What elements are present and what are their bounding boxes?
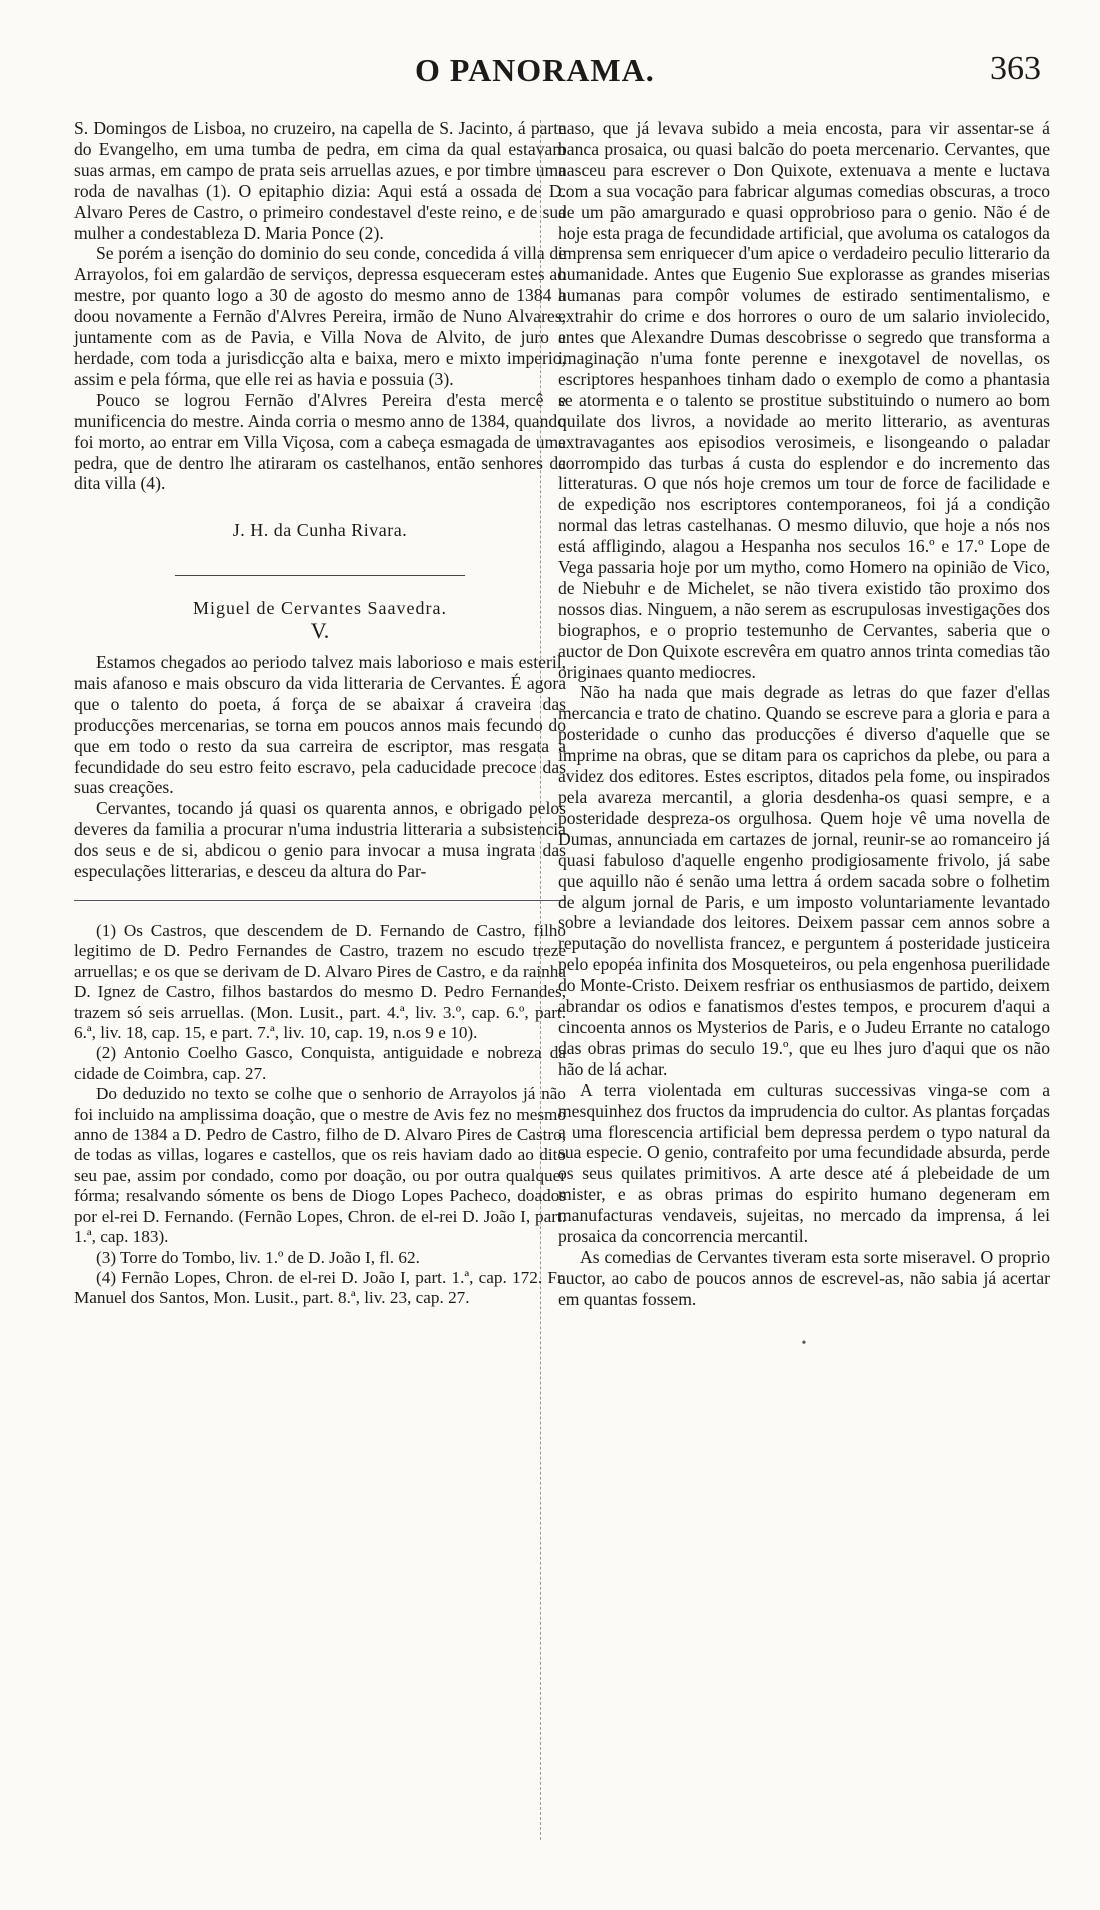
- section-title: Miguel de Cervantes Saavedra.: [193, 598, 447, 619]
- section-divider: [175, 575, 465, 576]
- page-end-mark: •: [801, 1335, 807, 1351]
- body-paragraph: Pouco se logrou Fernão d'Alvres Pereira d'esta mercê e munificencia do mestre. Ainda corria o mesmo anno de 1384, quando foi morto, ao entrar em Villa Viçosa, com a cabeça esmagada de uma pedra, que de dentro lhe atiraram os castelhanos, então senhores da dita villa (4).: [74, 389, 566, 494]
- author-signature: J. H. da Cunha Rivara.: [232, 520, 408, 541]
- section-number: V.: [310, 618, 330, 644]
- body-paragraph: A terra violentada em culturas successivas vinga-se com a mesquinhez dos fructos da imprudencia do cultor. As plantas forçadas a uma florescencia artificial bem depressa perdem o typo natural da sua especie. O genio, contrafeito por uma fecundidade absurda, perde os seus quilates primitivos. A arte desce até á plebeidade de um mister, e as obras primas do espirito humano degeneram em manufacturas vendaveis, sujeitas, no mercado da imprensa, á lei prosaica da concorrencia mercantil.: [558, 1079, 1050, 1247]
- body-paragraph: As comedias de Cervantes tiveram esta sorte miseravel. O proprio auctor, ao cabo de poucos annos de escrevel-as, não sabia já acertar em quantas fossem.: [558, 1246, 1050, 1309]
- footnote-divider: [74, 900, 566, 901]
- footnote: (4) Fernão Lopes, Chron. de el-rei D. João I, part. 1.ª, cap. 172. Fr. Manuel dos Santos, Mon. Lusit., part. 8.ª, liv. 23, cap. 27.: [74, 1267, 566, 1308]
- footnote: Do deduzido no texto se colhe que o senhorio de Arrayolos já não foi incluido na amplissima doação, que o mestre de Avis fez no mesmo anno de 1384 a D. Pedro de Castro, filho de D. Alvaro Pires de Castro, de todas as villas, logares e castellos, que os reis haviam dado ao dito seu pae, assim por condado, como por doação, ou por outra qualquer fórma; resalvando sómente os bens de Diogo Lopes Pacheco, doados por el-rei D. Fernando. (Fernão Lopes, Chron. de el-rei D. João I, part. 1.ª, cap. 183).: [74, 1084, 566, 1247]
- footnotes: [74, 921, 566, 1309]
- footnote: (1) Os Castros, que descendem de D. Fernando de Castro, filho legitimo de D. Pedro Fernandes de Castro, trazem no escudo treze arruellas; e os que se derivam de D. Alvaro Pires de Castro, e da rainha D. Ignez de Castro, filhos bastardos do mesmo D. Pedro Fernandes, trazem só seis arruellas. (Mon. Lusit., part. 4.ª, liv. 3.º, cap. 6.º, part. 6.ª, liv. 18, cap. 15, e part. 7.ª, liv. 10, cap. 19, n.os 9 e 10).: [74, 921, 566, 1043]
- body-paragraph: Cervantes, tocando já quasi os quarenta annos, e obrigado pelos deveres da familia a procurar n'uma industria litteraria a subsistencia dos seus e de si, abdicou o genio para invocar a musa ingrata das especulações litterarias, e desceu da altura do Par-: [74, 798, 566, 882]
- page-number: 363: [990, 50, 1041, 87]
- right-column: [558, 118, 1050, 1355]
- body-paragraph: S. Domingos de Lisboa, no cruzeiro, na capella de S. Jacinto, á parte do Evangelho, em uma tumba de pedra, em cima da qual estavam suas armas, em campo de prata seis arruellas azues, e por timbre uma roda de navalhas (1). O epitaphio dizia: Aqui está a ossada de D. Alvaro Peres de Castro, o primeiro condestavel d'este reino, e de sua mulher a condestableza D. Maria Ponce (2).: [74, 118, 566, 243]
- page-header: [0, 48, 1100, 108]
- body-paragraph: naso, que já levava subido a meia encosta, para vir assentar-se á banca prosaica, ou quasi balcão do poeta mercenario. Cervantes, que nasceu para escrever o Don Quixote, extenuava a mente e luctava com a sua vocação para fabricar algumas comedias obscuras, a troco de um pão amargurado e quasi opprobrioso para o genio. Não é de hoje esta praga de fecundidade artificial, que avoluma os catalogos da imprensa sem enriquecer d'um apice o verdadeiro peculio litterario da humanidade. Antes que Eugenio Sue explorasse as grandes miserias humanas para compôr volumes de estirado sentimentalismo, e extrahir do crime e dos horrores o ouro de um salario inviolecido, antes que Alexandre Dumas descobrisse o segredo que transforma a imaginação n'uma fonte perenne e inexgotavel de novellas, os escriptores hespanhoes tinham dado o exemplo de como a phantasia se atormenta e o talento se prostitue substituindo o numero ao bom quilate dos livros, a novidade ao merito litterario, as aventuras extravagantes aos episodios verosimeis, e lisongeando o paladar corrompido das turbas á custa do esplendor e do incremento das litteraturas. O que nós hoje cremos um tour de force de facilidade e de expedição nos escriptores contemporaneos, foi já a condição normal das letras castelhanas. O mesmo diluvio, que hoje a nós nos está affligindo, alagou a Hespanha nos seculos 16.º e 17.º Lope de Vega passaria hoje por um mytho, como Homero na opinião de Vico, de Niebuhr e de Michelet, se não tivera existido tão proximo dos nossos dias. Ninguem, a não serem as escrupulosas investigações dos biographos, e o proprio testemunho de Cervantes, saberia que o auctor de Don Quixote escrevêra em quatro annos trinta comedias tão originaes quanto mediocres.: [558, 118, 1050, 682]
- footnote: (3) Torre do Tombo, liv. 1.º de D. João I, fl. 62.: [96, 1247, 420, 1267]
- running-title: O PANORAMA.: [415, 52, 655, 88]
- footnote: (2) Antonio Coelho Gasco, Conquista, antiguidade e nobreza da cidade de Coimbra, cap. 27.: [74, 1043, 566, 1083]
- body-paragraph: Estamos chegados ao periodo talvez mais laborioso e mais esteril, mais afanoso e mais obscuro da vida litteraria de Cervantes. É agora que o talento do poeta, á força de se abaixar á craveira das producções mercenarias, se torna em poucos annos mais fecundo do que em todo o resto da sua carreira de escriptor, mas resgata a fecundidade do seu estro feito escravo, pela caducidade precoce das suas creações.: [74, 652, 566, 798]
- left-column: [74, 118, 566, 1309]
- body-paragraph: Não ha nada que mais degrade as letras do que fazer d'ellas mercancia e trato de chatino. Quando se escreve para a gloria e para a posteridade o cunho das producções é diverso d'aquelle que se imprime na obras, que se ditam para os caprichos da plebe, ou para a avidez dos editores. Estes escriptos, ditados pela fome, ou inspirados pela avareza mercantil, a gloria desdenha-os quasi sempre, e a posteridade despreza-os orgulhosa. Quem hoje vê uma novella de Dumas, annunciada em cartazes de jornal, reunir-se ao romanceiro já quasi fabuloso d'aquelle engenho prodigiosamente frivolo, já sabe que aquillo não é senão uma lettra á ordem sacada sobre o folhetim de algum jornal de Paris, e um imposto voluntariamente levantado sobre a leviandade dos leitores. Deixem passar cem annos sobre a reputação do novellista francez, e perguntem á posteridade justiceira pelo epopéa infinita dos Mosqueteiros, ou pela engenhosa puerilidade do Monte-Cristo. Deixem resfriar os enthusiasmos de partido, deixem abrandar os odios e fanatismos d'estes tempos, e procurem d'aqui a cincoenta annos os Mysterios de Paris, e o Judeu Errante no catalogo das obras primas do seculo 19.º, que eu lhes juro d'aqui que os não hão de lá achar.: [558, 682, 1050, 1079]
- body-paragraph: Se porém a isenção do dominio do seu conde, concedida á villa de Arrayolos, foi em galardão de serviços, depressa esqueceram estes ao mestre, por quanto logo a 30 de agosto do mesmo anno de 1384 a doou novamente a Fernão d'Alvres Pereira, irmão de Nuno Alvares, juntamente com as de Pavia, e Villa Nova de Alvito, de juro e herdade, com toda a jurisdicção alta e baixa, mero e mixto imperio, assim e pela fórma, que elle rei as havia e possuia (3).: [74, 243, 566, 389]
